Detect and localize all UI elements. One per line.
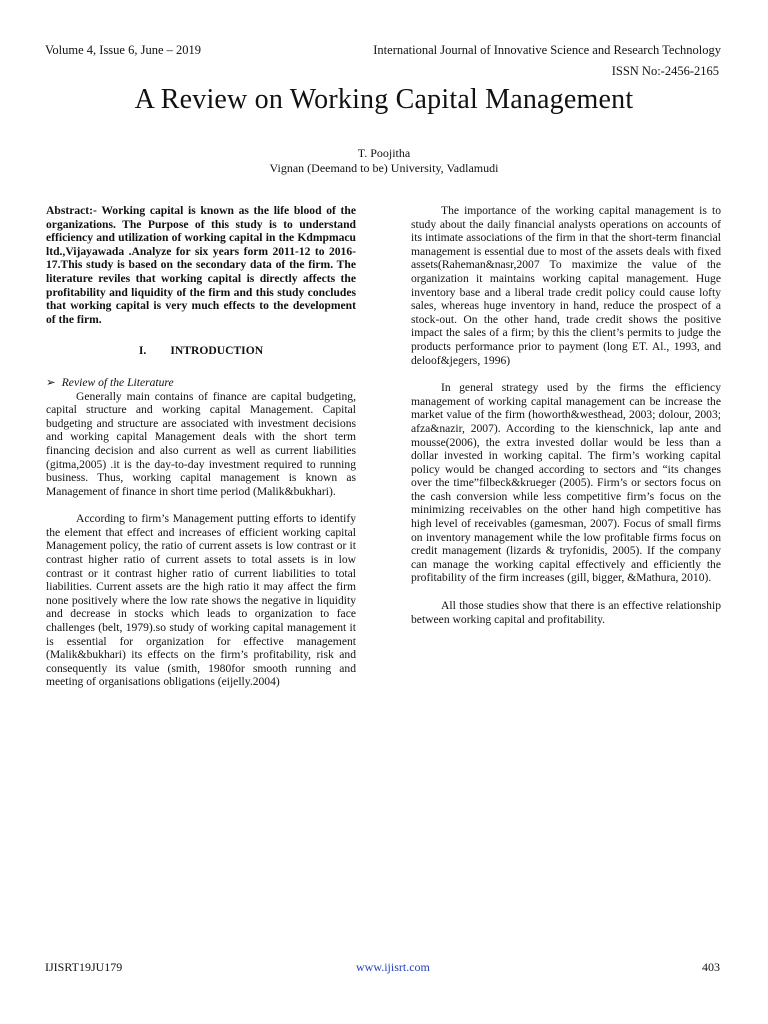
subsection-heading: [46, 376, 356, 390]
arrow-bullet-icon: ➢: [46, 375, 56, 389]
page-number: 403: [702, 960, 720, 974]
right-column: [411, 204, 721, 626]
section-title: INTRODUCTION: [170, 344, 264, 358]
paragraph: The importance of the working capital management is to study about the daily financial analysts operations on accounts of its intimate associations of the firm in that the short-term financial management is essential due to most of the assets deals with fixed assets(Raheman&nasr,2007 To maximize the value of the organization it maintains working capital management. Huge inventory base and a liberal trade credit policy could cause lofty sales, whereas huge inventory in hand, reduce the prospect of a stock-out. On the other hand, trade credit shows the positive impact the sales of a firm; by this the client’s permits to judge the products performance prior to payment (long ET. Al., 1993, and deloof&jegers, 1996): [411, 204, 721, 367]
left-column: [46, 204, 356, 689]
section-number: I.: [138, 344, 147, 358]
issn-number: ISSN No:-2456-2165: [611, 64, 719, 78]
journal-name: International Journal of Innovative Science and Research Technology: [373, 43, 721, 57]
section-heading: [46, 344, 356, 358]
paper-title: A Review on Working Capital Management: [134, 84, 634, 115]
author-affiliation: Vignan (Deemand to be) University, Vadlamudi: [269, 161, 499, 175]
paragraph: In general strategy used by the firms the efficiency management of working capital management can be increase the market value of the firm (howorth&westhead, 2003; dolour, 2003; afza&nazir, 2007). According to the kienschnick, lap ante and mousse(2006), the extra invested dollar would be less than a dollar invested in working capital. The firm’s working capital policy would be changed according to sectors and “its changes over the time”filbeck&krueger (2005). Firm’s or sectors focus on the cash conversion while less competitive firm’s focus on the minimizing receivables on the other hand high competitive has high level of receivables (gamesman, 2007). Focus of small firms on inventory management while the low profitable firms focus on credit management (lizards & tryfonidis, 2005). If the company can manage the working capital effectively and efficiently the profitability of the firm increases (gill, bigger, &Mathura, 2010).: [411, 381, 721, 585]
subsection-title: Review of the Literature: [61, 375, 174, 389]
paragraph: Generally main contains of finance are capital budgeting, capital structure and working capital Management. Capital budgeting and structure are associated with investment decisions and working capital Management deals with the short term financing decision and also current as well as current liabilities (gitma,2005) .it is the day-to-day investment required to running business. Thus, working capital management is known as Management of finance in short time period (Malik&bukhari).: [46, 389, 356, 498]
paragraph: According to firm’s Management putting efforts to identify the element that effect and increases of efficient working capital Management policy, the ratio of current assets is low contrast or it contrast higher ratio of current assets to total assets is in low contrast or it contrast higher ratio of current liabilities to total liabilities. Current assets are the high ratio it may affect the firm none positively where the low rate shows the negative in liquidity and decrease in stocks which leads to organization to face challenges (belt, 1979).so study of working capital management it is essential for organization for effective management (Malik&bukhari) its effects on the firm’s profitability, risk and consequently its value (smith, 1980for smooth running and meeting of organisations obligations (eijelly.2004): [46, 512, 356, 689]
paragraph: All those studies show that there is an effective relationship between working capital and profitability.: [411, 599, 721, 626]
journal-website-link[interactable]: www.ijisrt.com: [356, 960, 430, 974]
volume-issue: Volume 4, Issue 6, June – 2019: [45, 43, 202, 57]
author-name: T. Poojitha: [357, 146, 411, 160]
paper-id: IJISRT19JU179: [45, 960, 123, 974]
abstract: Abstract:- Working capital is known as the life blood of the organizations. The Purpose of this study is to understand efficiency and utilization of working capital in the Kdmpmacu ltd.,Vijayawada .Analyze for six years form 2011-12 to 2016-17.This study is based on the secondary data of the firm. The literature reviles that working capital is directly affects the profitability and liquidity of the firm and this study concludes that working capital is very much effects to the development of the firm.: [46, 204, 356, 326]
author-block: [0, 146, 768, 176]
